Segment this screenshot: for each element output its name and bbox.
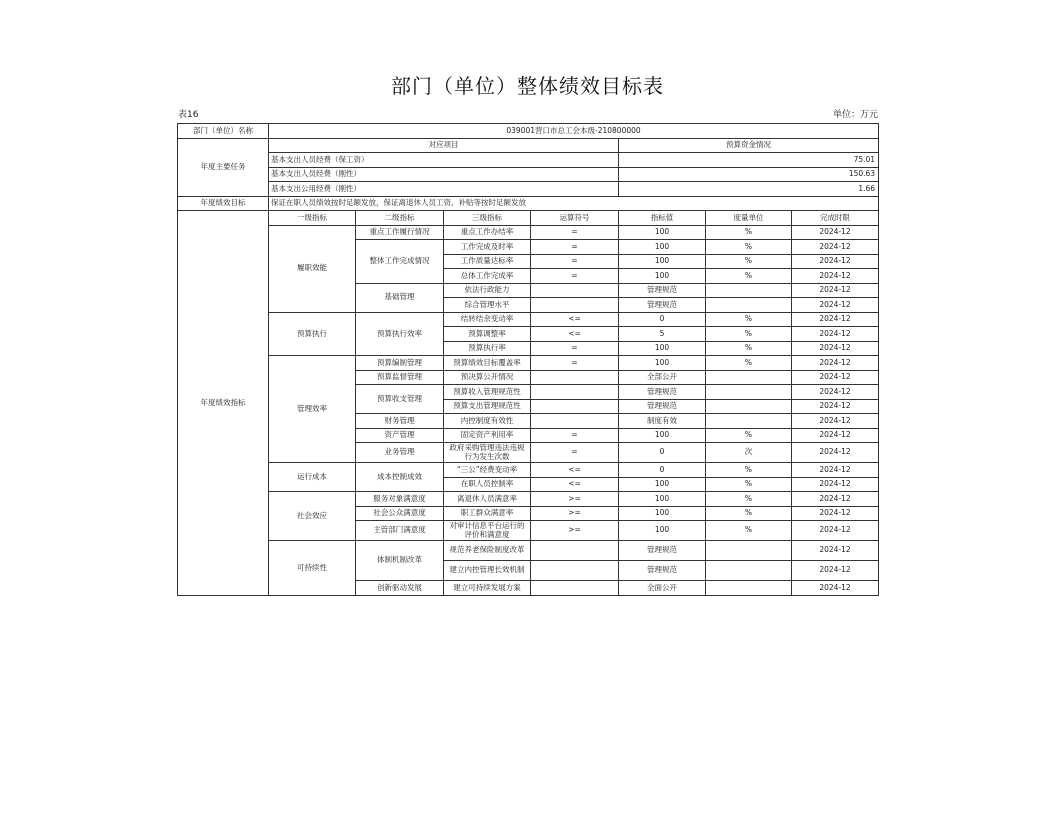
task-amount: 1.66 xyxy=(619,182,879,197)
operator-cell xyxy=(531,298,619,313)
deadline-cell: 2024-12 xyxy=(792,356,879,371)
level3-indicator: 对审计信息平台运行的评价和满意度 xyxy=(444,521,531,541)
level2-indicator: 财务管理 xyxy=(356,414,444,429)
target-value: 100 xyxy=(619,341,706,356)
level2-indicator: 主管部门满意度 xyxy=(356,521,444,541)
target-value: 0 xyxy=(619,463,706,478)
goal-label: 年度绩效目标 xyxy=(178,196,269,211)
target-value: 管理规范 xyxy=(619,561,706,581)
target-value: 100 xyxy=(619,225,706,240)
indicator-row xyxy=(178,541,879,561)
header-level1: 一级指标 xyxy=(269,211,356,226)
header-unit: 度量单位 xyxy=(706,211,792,226)
measure-unit xyxy=(706,385,792,400)
level3-indicator: 重点工作办结率 xyxy=(444,225,531,240)
dept-label: 部门（单位）名称 xyxy=(178,124,269,139)
deadline-cell: 2024-12 xyxy=(792,414,879,429)
level3-indicator: 依法行政能力 xyxy=(444,283,531,298)
level3-indicator: 建立可持续发展方案 xyxy=(444,581,531,596)
header-operator: 运算符号 xyxy=(531,211,619,226)
deadline-cell: 2024-12 xyxy=(792,443,879,463)
target-value: 100 xyxy=(619,240,706,255)
measure-unit xyxy=(706,561,792,581)
measure-unit: % xyxy=(706,240,792,255)
measure-unit: % xyxy=(706,463,792,478)
level3-indicator: 预算收入管理规范性 xyxy=(444,385,531,400)
target-value: 管理规范 xyxy=(619,283,706,298)
deadline-cell: 2024-12 xyxy=(792,521,879,541)
deadline-cell: 2024-12 xyxy=(792,370,879,385)
target-value: 管理规范 xyxy=(619,298,706,313)
deadline-cell: 2024-12 xyxy=(792,225,879,240)
measure-unit xyxy=(706,283,792,298)
tasks-header-budget: 预算资金情况 xyxy=(619,138,879,153)
table-number: 表16 xyxy=(178,110,199,120)
target-value: 100 xyxy=(619,269,706,284)
level1-indicator: 管理效率 xyxy=(269,356,356,463)
level3-indicator: 预算绩效目标覆盖率 xyxy=(444,356,531,371)
deadline-cell: 2024-12 xyxy=(792,240,879,255)
operator-cell: <= xyxy=(531,463,619,478)
operator-cell xyxy=(531,385,619,400)
deadline-cell: 2024-12 xyxy=(792,581,879,596)
level1-indicator: 运行成本 xyxy=(269,463,356,492)
level2-indicator: 预算收支管理 xyxy=(356,385,444,414)
measure-unit: % xyxy=(706,428,792,443)
operator-cell xyxy=(531,414,619,429)
measure-unit: % xyxy=(706,506,792,521)
measure-unit: % xyxy=(706,254,792,269)
task-item: 基本支出公用经费（刚性） xyxy=(269,182,619,197)
measure-unit: % xyxy=(706,356,792,371)
measure-unit: % xyxy=(706,521,792,541)
page-title: 部门（单位）整体绩效目标表 xyxy=(391,74,664,98)
indicator-row xyxy=(178,312,879,327)
measure-unit xyxy=(706,581,792,596)
target-value: 全部公开 xyxy=(619,370,706,385)
level2-indicator: 服务对象满意度 xyxy=(356,492,444,507)
measure-unit: % xyxy=(706,225,792,240)
deadline-cell: 2024-12 xyxy=(792,269,879,284)
level3-indicator: 工作质量达标率 xyxy=(444,254,531,269)
level1-indicator: 预算执行 xyxy=(269,312,356,356)
level2-indicator: 创新驱动发展 xyxy=(356,581,444,596)
level3-indicator: 政府采购管理违法违规行为发生次数 xyxy=(444,443,531,463)
deadline-cell: 2024-12 xyxy=(792,477,879,492)
measure-unit: % xyxy=(706,492,792,507)
target-value: 100 xyxy=(619,492,706,507)
operator-cell xyxy=(531,283,619,298)
measure-unit: 次 xyxy=(706,443,792,463)
operator-cell xyxy=(531,370,619,385)
level3-indicator: 预算调整率 xyxy=(444,327,531,342)
operator-cell: = xyxy=(531,240,619,255)
measure-unit: % xyxy=(706,477,792,492)
measure-unit xyxy=(706,414,792,429)
target-value: 管理规范 xyxy=(619,385,706,400)
measure-unit: % xyxy=(706,341,792,356)
operator-cell: = xyxy=(531,269,619,284)
deadline-cell: 2024-12 xyxy=(792,312,879,327)
level3-indicator: 工作完成及时率 xyxy=(444,240,531,255)
indicators-label: 年度绩效指标 xyxy=(178,211,269,596)
measure-unit xyxy=(706,370,792,385)
target-value: 全面公开 xyxy=(619,581,706,596)
target-value: 100 xyxy=(619,428,706,443)
operator-cell: >= xyxy=(531,521,619,541)
operator-cell: >= xyxy=(531,492,619,507)
level3-indicator: 离退休人员满意率 xyxy=(444,492,531,507)
measure-unit: % xyxy=(706,269,792,284)
deadline-cell: 2024-12 xyxy=(792,428,879,443)
indicator-row xyxy=(178,492,879,507)
level3-indicator: 在职人员控制率 xyxy=(444,477,531,492)
performance-target-table xyxy=(177,123,879,596)
operator-cell: <= xyxy=(531,477,619,492)
tasks-label: 年度主要任务 xyxy=(178,138,269,196)
deadline-cell: 2024-12 xyxy=(792,463,879,478)
target-value: 100 xyxy=(619,477,706,492)
level2-indicator: 基础管理 xyxy=(356,283,444,312)
operator-cell: <= xyxy=(531,327,619,342)
deadline-cell: 2024-12 xyxy=(792,298,879,313)
level2-indicator: 成本控制成效 xyxy=(356,463,444,492)
level3-indicator: 预算支出管理规范性 xyxy=(444,399,531,414)
deadline-cell: 2024-12 xyxy=(792,541,879,561)
task-item: 基本支出人员经费（刚性） xyxy=(269,167,619,182)
operator-cell: = xyxy=(531,225,619,240)
operator-cell: = xyxy=(531,428,619,443)
level3-indicator: 总体工作完成率 xyxy=(444,269,531,284)
target-value: 制度有效 xyxy=(619,414,706,429)
header-level3: 三级指标 xyxy=(444,211,531,226)
level3-indicator: 综合管理水平 xyxy=(444,298,531,313)
measure-unit: % xyxy=(706,327,792,342)
level3-indicator: 结转结余变动率 xyxy=(444,312,531,327)
header-value: 指标值 xyxy=(619,211,706,226)
level3-indicator: 固定资产利用率 xyxy=(444,428,531,443)
level2-indicator: 预算编制管理 xyxy=(356,356,444,371)
indicator-row xyxy=(178,225,879,240)
level2-indicator: 预算监督管理 xyxy=(356,370,444,385)
deadline-cell: 2024-12 xyxy=(792,341,879,356)
deadline-cell: 2024-12 xyxy=(792,492,879,507)
level1-indicator: 社会效应 xyxy=(269,492,356,541)
measure-unit xyxy=(706,298,792,313)
unit-label: 单位：万元 xyxy=(832,110,878,120)
task-item: 基本支出人员经费（保工资） xyxy=(269,153,619,168)
level2-indicator: 资产管理 xyxy=(356,428,444,443)
operator-cell: >= xyxy=(531,506,619,521)
operator-cell: = xyxy=(531,356,619,371)
level3-indicator: 职工群众满意率 xyxy=(444,506,531,521)
task-amount: 75.01 xyxy=(619,153,879,168)
level2-indicator: 社会公众满意度 xyxy=(356,506,444,521)
target-value: 100 xyxy=(619,506,706,521)
deadline-cell: 2024-12 xyxy=(792,254,879,269)
level2-indicator: 重点工作履行情况 xyxy=(356,225,444,240)
operator-cell xyxy=(531,541,619,561)
target-value: 0 xyxy=(619,312,706,327)
deadline-cell: 2024-12 xyxy=(792,385,879,400)
deadline-cell: 2024-12 xyxy=(792,283,879,298)
deadline-cell: 2024-12 xyxy=(792,327,879,342)
target-value: 5 xyxy=(619,327,706,342)
level3-indicator: 内控制度有效性 xyxy=(444,414,531,429)
target-value: 100 xyxy=(619,521,706,541)
operator-cell xyxy=(531,399,619,414)
dept-value: 039001营口市总工会本级-210800000 xyxy=(269,124,879,139)
header-level2: 二级指标 xyxy=(356,211,444,226)
level2-indicator: 整体工作完成情况 xyxy=(356,240,444,284)
operator-cell: = xyxy=(531,341,619,356)
target-value: 管理规范 xyxy=(619,541,706,561)
goal-text: 保证在职人员绩效按时足额发放，保证离退休人员工资、补贴等按时足额发放 xyxy=(269,196,879,211)
target-value: 100 xyxy=(619,356,706,371)
level3-indicator: 预决算公开情况 xyxy=(444,370,531,385)
deadline-cell: 2024-12 xyxy=(792,561,879,581)
level1-indicator: 履职效能 xyxy=(269,225,356,312)
level2-indicator: 业务管理 xyxy=(356,443,444,463)
operator-cell: <= xyxy=(531,312,619,327)
operator-cell xyxy=(531,581,619,596)
measure-unit xyxy=(706,399,792,414)
level3-indicator: “三公”经费变动率 xyxy=(444,463,531,478)
level2-indicator: 预算执行效率 xyxy=(356,312,444,356)
level3-indicator: 规范养老保险制度改革 xyxy=(444,541,531,561)
level2-indicator: 体制机制改革 xyxy=(356,541,444,581)
operator-cell xyxy=(531,561,619,581)
task-amount: 150.63 xyxy=(619,167,879,182)
tasks-header-item: 对应项目 xyxy=(269,138,619,153)
deadline-cell: 2024-12 xyxy=(792,399,879,414)
deadline-cell: 2024-12 xyxy=(792,506,879,521)
header-deadline: 完成时限 xyxy=(792,211,879,226)
indicator-row xyxy=(178,463,879,478)
level3-indicator: 建立内控管理长效机制 xyxy=(444,561,531,581)
target-value: 管理规范 xyxy=(619,399,706,414)
indicator-row xyxy=(178,356,879,371)
target-value: 100 xyxy=(619,254,706,269)
target-value: 0 xyxy=(619,443,706,463)
operator-cell: = xyxy=(531,254,619,269)
operator-cell: = xyxy=(531,443,619,463)
level1-indicator: 可持续性 xyxy=(269,541,356,596)
measure-unit: % xyxy=(706,312,792,327)
measure-unit xyxy=(706,541,792,561)
level3-indicator: 预算执行率 xyxy=(444,341,531,356)
